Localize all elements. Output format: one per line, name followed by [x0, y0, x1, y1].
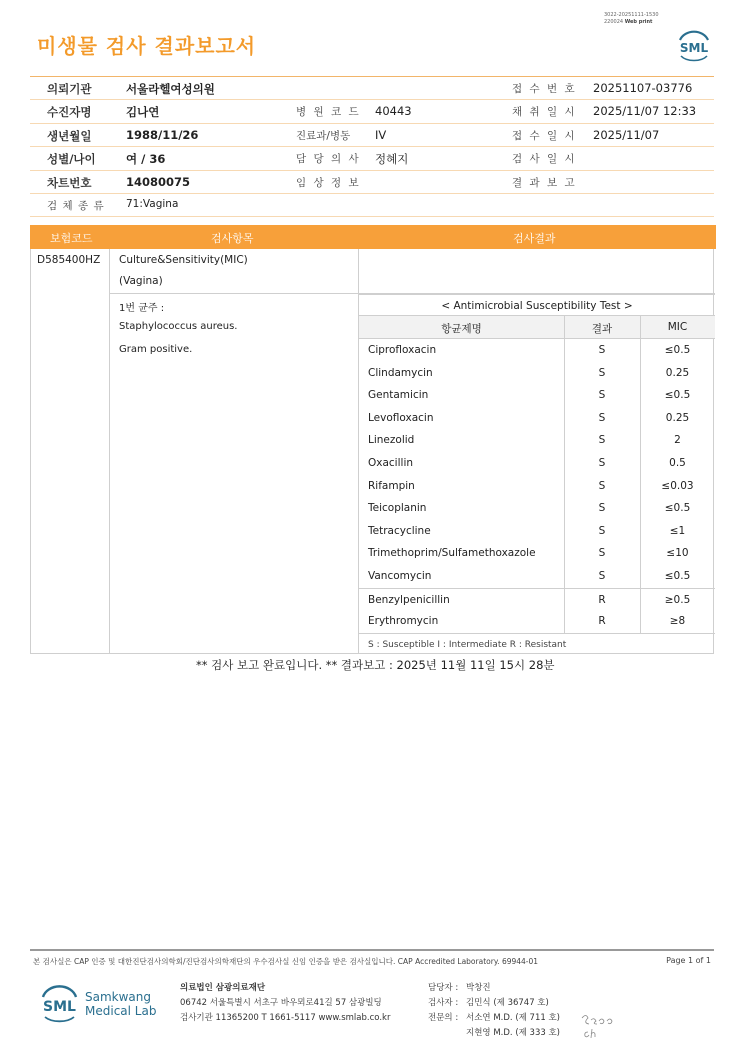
divider-code: [109, 249, 110, 654]
ast-row-divider-1: [564, 339, 565, 362]
name-value: 김나연: [126, 105, 160, 120]
organism-number: 1번 균주 :: [119, 303, 165, 314]
ast-drug: Trimethoprim/Sulfamethoxazole: [368, 547, 536, 560]
ast-row-divider-1: [564, 407, 565, 430]
ast-drug: Teicoplanin: [368, 502, 427, 515]
ast-col-drug: 항균제명: [441, 323, 482, 335]
ast-row-divider-2: [640, 589, 641, 611]
org-name: 의료법인 삼광의료재단: [180, 983, 266, 993]
print-id-line1: 3022-20251111-1530: [604, 12, 659, 18]
ast-row: [359, 407, 715, 430]
collect-label: 채 취 일 시: [512, 106, 577, 119]
ast-row: [359, 610, 715, 633]
clinical-label: 임 상 정 보: [296, 176, 361, 189]
sml-logo-text: SML: [679, 41, 709, 55]
requester-label: 의뢰기관: [47, 82, 92, 96]
ast-result: S: [598, 411, 606, 424]
report-label: 결 과 보 고: [512, 176, 577, 189]
chart-value: 14080075: [126, 174, 191, 189]
ast-drug: Vancomycin: [368, 569, 432, 582]
ast-row-divider-2: [640, 407, 641, 430]
ast-mic: ≤0.5: [664, 502, 691, 515]
ast-mic: ≤0.03: [661, 479, 694, 492]
ast-row-divider-1: [564, 475, 565, 498]
ast-mic: ≥0.5: [664, 593, 691, 606]
ast-row-divider-2: [640, 362, 641, 385]
ast-mic: 0.5: [669, 456, 686, 469]
ast-row-divider-2: [640, 452, 641, 475]
ast-row-divider-1: [564, 384, 565, 407]
name-label: 수진자명: [47, 105, 92, 120]
completion-notice: ** 검사 보고 완료입니다. ** 결과보고 : 2025년 11월 11일 15시 28분: [196, 658, 555, 672]
receipt-date-value: 2025/11/07: [593, 127, 660, 142]
ast-drug: Linezolid: [368, 434, 415, 447]
ast-row-divider-2: [640, 475, 641, 498]
receipt-no-value: 20251107-03776: [593, 81, 693, 95]
ast-legend: S : Susceptible I : Intermediate R : Resistant: [359, 633, 715, 655]
page-number: Page 1 of 1: [666, 956, 711, 965]
ast-mic: ≤0.5: [664, 344, 691, 356]
handwritten-signature: [578, 1010, 618, 1040]
requester-value: 서울라헬여성의원: [126, 82, 215, 96]
ast-row: [359, 520, 715, 543]
ast-row-divider-2: [640, 542, 641, 565]
staff-in-charge-label: 담당자 :: [428, 983, 459, 993]
dept-label: 진료과/병동: [296, 129, 351, 142]
ast-row: [359, 588, 715, 611]
print-id: [604, 12, 694, 26]
birth-value: 1988/11/26: [126, 127, 199, 142]
ast-row-divider-1: [564, 520, 565, 543]
hospital-code-label: 병 원 코 드: [296, 106, 361, 119]
ast-drug: Rifampin: [368, 479, 415, 492]
chart-label: 차트번호: [47, 175, 92, 190]
ast-row-divider-2: [640, 520, 641, 543]
ast-drug: Clindamycin: [368, 366, 433, 379]
ast-row-divider-2: [640, 384, 641, 407]
ast-title: < Antimicrobial Susceptibility Test >: [359, 294, 715, 316]
insurance-code: D585400HZ: [37, 254, 101, 266]
test-specimen: (Vagina): [119, 275, 163, 287]
ast-mic: 0.25: [665, 366, 690, 379]
ast-row-divider-2: [640, 497, 641, 520]
ast-mic: ≤10: [666, 547, 689, 560]
ast-row: [359, 475, 715, 498]
ast-result: S: [598, 502, 606, 515]
certification-note: 본 검사실은 CAP 인증 및 대한진단검사의학회/진단검사의학재단의 우수검사실 신임 인증을 받은 검사실입니다. CAP Accredited Laboratory. 69944-01: [33, 957, 539, 966]
ast-row: [359, 497, 715, 520]
ast-result: S: [598, 569, 606, 582]
ast-result: S: [598, 389, 606, 402]
ast-head-divider-2: [640, 316, 641, 339]
ast-result: S: [598, 366, 606, 379]
ast-body: [359, 339, 715, 633]
ast-col-result: 결과: [591, 323, 613, 335]
hospital-code-value: 40443: [375, 104, 412, 119]
specialist-label: 전문의 :: [428, 1013, 459, 1023]
ast-result: R: [598, 593, 606, 606]
ast-result: R: [598, 615, 606, 628]
logo-line2: Medical Lab: [85, 1004, 157, 1018]
ast-row: [359, 384, 715, 407]
ast-row: [359, 565, 715, 588]
report-title: 미생물 검사 결과보고서: [37, 34, 257, 58]
info-row-requester: [30, 77, 714, 100]
ast-result: S: [598, 524, 606, 537]
staff-info: [428, 981, 560, 1041]
info-row-birth: [30, 124, 714, 147]
tester: 김민식 (제 36747 호): [466, 998, 549, 1008]
sml-logo-icon: [674, 26, 714, 62]
ast-row: [359, 429, 715, 452]
tester-label: 검사자 :: [428, 998, 459, 1008]
sex-age-value: 여 / 36: [126, 152, 166, 167]
info-row-sex-age: [30, 147, 714, 170]
specimen-label: 검 체 종 류: [47, 199, 105, 212]
birth-label: 생년월일: [47, 128, 92, 143]
specialist-1: 서소연 M.D. (제 711 호): [466, 1013, 561, 1023]
staff-in-charge: 박창진: [466, 983, 491, 993]
ast-result: S: [598, 479, 606, 492]
logo-line1: Samkwang: [85, 990, 151, 1004]
test-date-label: 검 사 일 시: [512, 153, 577, 166]
ast-result: S: [598, 434, 606, 447]
ast-drug: Gentamicin: [368, 389, 429, 402]
ast-drug: Benzylpenicillin: [368, 593, 450, 606]
ast-head-divider-1: [564, 316, 565, 339]
ast-row-divider-1: [564, 565, 565, 588]
ast-row-divider-2: [640, 429, 641, 452]
ast-header-row: [359, 316, 715, 339]
organization-info: [180, 981, 390, 1026]
info-row-name: [30, 100, 714, 123]
ast-row: [359, 452, 715, 475]
ast-mic: ≥8: [669, 615, 686, 628]
print-id-code: 220024: [604, 19, 624, 25]
ast-row: [359, 542, 715, 565]
ast-row-divider-2: [640, 610, 641, 633]
ast-row-divider-2: [640, 565, 641, 588]
result-table: [30, 225, 714, 654]
ast-row-divider-2: [640, 339, 641, 362]
receipt-date-label: 접 수 일 시: [512, 129, 577, 142]
ast-result: S: [598, 344, 606, 356]
org-contact: 검사기관 11365200 T 1661-5117 www.smlab.co.kr: [180, 1013, 391, 1023]
doctor-value: 정혜지: [375, 152, 409, 167]
samkwang-logo-icon: [37, 982, 82, 1024]
ast-drug: Tetracycline: [368, 524, 431, 537]
footer-divider: [30, 949, 714, 951]
ast-row-divider-1: [564, 610, 565, 633]
ast-result: S: [598, 547, 606, 560]
ast-col-mic: MIC: [667, 321, 688, 333]
ast-row: [359, 339, 715, 362]
info-row-chart: [30, 171, 714, 194]
ast-mic: ≤1: [669, 524, 686, 537]
ast-row-divider-1: [564, 589, 565, 611]
dept-value: IV: [375, 127, 387, 142]
ast-result: S: [598, 456, 606, 469]
doctor-label: 담 당 의 사: [296, 153, 361, 166]
specimen-value: 71:Vagina: [126, 197, 179, 210]
ast-mic: ≤0.5: [664, 389, 691, 402]
ast-drug: Ciprofloxacin: [368, 344, 437, 356]
ast-mic: 2: [674, 434, 681, 447]
specialist-2: 지현영 M.D. (제 333 호): [466, 1028, 561, 1038]
ast-row: [359, 362, 715, 385]
result-header: [30, 225, 716, 249]
header-test-result: 검사결과: [513, 232, 556, 245]
info-row-specimen: [30, 194, 714, 217]
ast-row-divider-1: [564, 362, 565, 385]
divider-item-top: [358, 249, 359, 294]
ast-drug: Erythromycin: [368, 615, 439, 628]
receipt-no-label: 접 수 번 호: [512, 83, 577, 95]
ast-mic: ≤0.5: [664, 569, 691, 582]
sex-age-label: 성별/나이: [47, 152, 96, 167]
ast-table: [359, 294, 715, 655]
collect-value: 2025/11/07 12:33: [593, 104, 697, 119]
patient-info-table: [30, 76, 714, 217]
ast-row-divider-1: [564, 452, 565, 475]
organism-name: Staphylococcus aureus.: [119, 321, 238, 332]
header-test-item: 검사항목: [211, 232, 254, 245]
test-name: Culture&Sensitivity(MIC): [119, 254, 248, 266]
ast-drug: Oxacillin: [368, 456, 414, 469]
ast-drug: Levofloxacin: [368, 411, 434, 424]
ast-row-divider-1: [564, 542, 565, 565]
ast-row-divider-1: [564, 497, 565, 520]
ast-row-divider-1: [564, 429, 565, 452]
ast-mic: 0.25: [665, 411, 690, 424]
samkwang-logo-text: SML: [43, 999, 76, 1015]
gram-stain: Gram positive.: [119, 344, 193, 355]
samkwang-logo-wordmark: [85, 990, 156, 1018]
web-print-label: Web print: [624, 19, 653, 25]
org-address: 06742 서울특별시 서초구 바우뫼로41길 57 삼광빌딩: [180, 998, 382, 1008]
header-insurance-code: 보험코드: [50, 232, 93, 245]
